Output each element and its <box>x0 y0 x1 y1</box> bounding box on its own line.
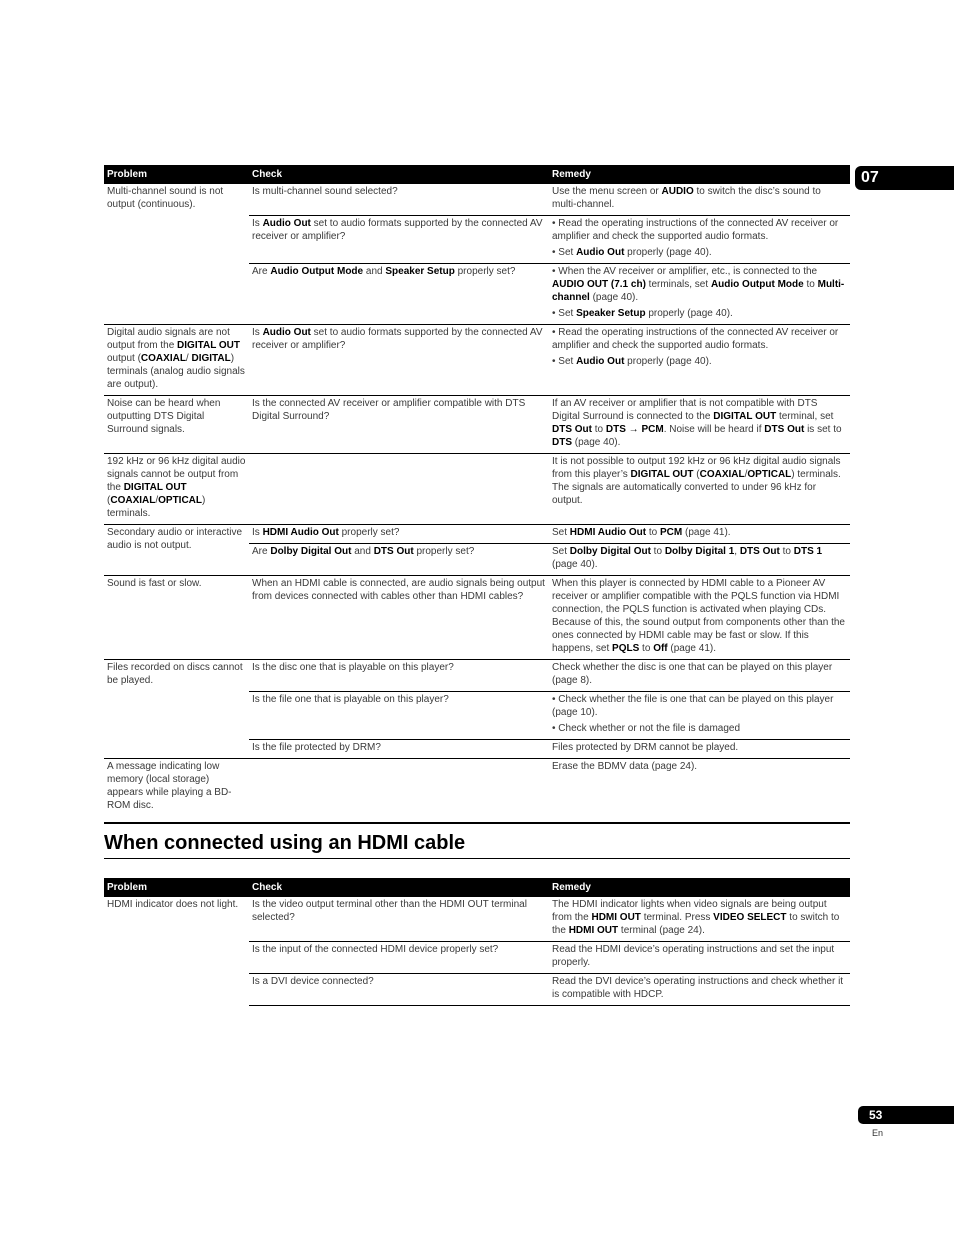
table-row <box>104 660 850 692</box>
remedy-cell <box>549 525 850 544</box>
check-cell <box>249 942 549 974</box>
bold-term: Audio Out <box>262 327 311 338</box>
header-check: Check <box>249 165 549 184</box>
header-remedy: Remedy <box>549 165 850 184</box>
text-segment: to switch to the <box>552 912 840 936</box>
remedy-cell <box>549 974 850 1006</box>
bold-term: PQLS <box>612 643 640 654</box>
text-segment: properly (page 40). <box>624 356 712 367</box>
text-segment: set to audio formats supported by the connected AV receiver or amplifier? <box>252 327 543 351</box>
check-cell <box>249 576 549 660</box>
text-segment: properly set? <box>338 527 400 538</box>
bold-term: DTS Out <box>764 424 805 435</box>
problem-cell <box>104 660 249 759</box>
text-segment: (page 40). <box>552 559 598 570</box>
text-segment: (page 41). <box>682 527 731 538</box>
check-cell <box>249 692 549 740</box>
language-label: En <box>872 1128 884 1138</box>
text-segment: Is <box>252 327 263 338</box>
text-segment: to <box>646 527 660 538</box>
remedy-cell <box>549 216 850 264</box>
bold-term: DTS Out <box>552 424 592 435</box>
text-segment: to <box>803 279 818 290</box>
bold-term: Speaker Setup <box>385 266 455 277</box>
check-cell <box>249 740 549 759</box>
text-segment: , <box>734 546 740 557</box>
bold-term: HDMI Audio Out <box>262 527 339 538</box>
text-segment: • Check whether or not the file is damaged <box>552 723 741 734</box>
text-segment: • Check whether the file is one that can be played on this player (page 10). <box>552 694 834 718</box>
bold-term: PCM <box>659 527 683 538</box>
check-cell <box>249 184 549 216</box>
bold-term: VIDEO SELECT <box>713 912 787 923</box>
bold-term: OPTICAL <box>158 495 203 506</box>
text-segment: A message indicating low memory (local storage) appears while playing a BD-ROM disc. <box>107 761 232 811</box>
text-segment: terminal. Press <box>640 912 714 923</box>
text-segment: properly (page 40). <box>645 308 733 319</box>
text-segment: When an HDMI cable is connected, are audio signals being output from devices connected with cables other than HDMI cables? <box>252 578 545 602</box>
check-cell <box>249 216 549 264</box>
check-cell <box>249 759 549 817</box>
text-segment: Files protected by DRM cannot be played. <box>552 742 739 753</box>
bold-term: DTS Out <box>739 546 780 557</box>
text-segment: (page 41). <box>667 643 717 654</box>
remedy-cell <box>549 897 850 942</box>
problem-cell <box>104 454 249 525</box>
header-problem: Problem <box>104 878 249 897</box>
text-segment: • Set <box>552 356 577 367</box>
check-cell <box>249 325 549 396</box>
remedy-cell <box>549 396 850 454</box>
bold-term: DTS → PCM <box>605 424 664 435</box>
bold-term: AUDIO <box>661 186 694 197</box>
bold-term: COAXIAL <box>699 469 745 480</box>
text-segment: Noise can be heard when outputting DTS Digital Surround signals. <box>107 398 221 435</box>
bold-term: DTS 1 <box>793 546 823 557</box>
text-segment: The HDMI indicator lights when video signals are being output from the <box>552 899 827 923</box>
text-segment: Is the input of the connected HDMI device properly set? <box>252 944 499 955</box>
table-row <box>104 184 850 216</box>
bold-term: DIGITAL OUT <box>177 340 241 351</box>
problem-cell <box>104 396 249 454</box>
text-segment: to <box>592 424 606 435</box>
text-segment: It is not possible to output 192 kHz or 96 kHz digital audio signals from this player’s <box>552 456 841 480</box>
problem-cell <box>104 897 249 1006</box>
remedy-cell <box>549 660 850 692</box>
header-problem: Problem <box>104 165 249 184</box>
remedy-cell <box>549 264 850 325</box>
text-segment: HDMI indicator does not light. <box>107 899 239 910</box>
text-segment: Use the menu screen or <box>552 186 662 197</box>
remedy-cell <box>549 740 850 759</box>
text-segment: Set <box>552 527 570 538</box>
text-segment: (page 40). <box>572 437 621 448</box>
problem-cell <box>104 525 249 576</box>
text-segment: terminal (page 24). <box>618 925 705 936</box>
bold-term: COAXIAL <box>140 353 186 364</box>
text-segment: to <box>639 643 654 654</box>
text-segment: • Read the operating instructions of the connected AV receiver or amplifier and check the supported audio formats. <box>552 327 839 351</box>
text-segment: ( <box>107 495 111 506</box>
text-segment: is set to <box>804 424 842 435</box>
text-segment: • Set <box>552 308 577 319</box>
text-segment: terminals, set <box>645 279 711 290</box>
text-segment: to switch the disc’s sound to multi-channel. <box>552 186 821 210</box>
text-segment: (page 40). <box>589 292 639 303</box>
text-segment: Secondary audio or interactive audio is not output. <box>107 527 243 551</box>
remedy-cell <box>549 454 850 525</box>
text-segment: If an AV receiver or amplifier that is not compatible with DTS Digital Surround is connected to the <box>552 398 818 422</box>
table-row <box>104 325 850 396</box>
table-row <box>104 576 850 660</box>
text-segment: . Noise will be heard if <box>663 424 765 435</box>
text-segment: ) terminals. <box>107 495 206 519</box>
page-number: 53 <box>858 1106 954 1124</box>
check-cell <box>249 454 549 525</box>
text-segment: Erase the BDMV data (page 24). <box>552 761 698 772</box>
text-segment: Read the DVI device’s operating instructions and check whether it is compatible with HDCP. <box>552 976 844 1000</box>
text-segment: When this player is connected by HDMI cable to a Pioneer AV receiver or amplifier compatible with the PQLS function via HDMI connection, the PQLS function is activated when playing CDs. Because of this, the sound output from components other than the ones connected by HDMI cable may be fast or slow. If this happens, set <box>552 578 845 654</box>
remedy-cell <box>549 942 850 974</box>
bold-term: Speaker Setup <box>576 308 646 319</box>
remedy-cell <box>549 576 850 660</box>
bold-term: Multi-channel <box>552 279 845 303</box>
problem-cell <box>104 576 249 660</box>
text-segment: properly (page 40). <box>624 247 712 258</box>
table-header-row <box>104 878 850 897</box>
bold-term: HDMI OUT <box>568 925 619 936</box>
check-cell <box>249 264 549 325</box>
check-cell <box>249 660 549 692</box>
problem-cell <box>104 325 249 396</box>
bold-term: AUDIO OUT (7.1 ch) <box>552 279 646 290</box>
bold-term: Dolby Digital Out <box>270 546 352 557</box>
chapter-tab: 07 <box>855 166 954 190</box>
troubleshooting-table-hdmi <box>104 878 850 1006</box>
text-segment: properly set? <box>413 546 475 557</box>
bold-term: Off <box>653 643 668 654</box>
table-row <box>104 454 850 525</box>
text-segment: ) terminals (analog audio signals are output). <box>107 353 245 390</box>
text-segment: Is <box>252 527 263 538</box>
text-segment: 192 kHz or 96 kHz digital audio signals cannot be output from the <box>107 456 246 493</box>
text-segment: Sound is fast or slow. <box>107 578 202 589</box>
remedy-cell <box>549 184 850 216</box>
text-segment: • Set <box>552 247 577 258</box>
text-segment: Read the HDMI device’s operating instructions and set the input properly. <box>552 944 835 968</box>
text-segment: ) terminals. The signals are automatically converted to under 96 kHz for output. <box>552 469 841 506</box>
text-segment: Are <box>252 266 271 277</box>
text-segment: output ( <box>107 353 141 364</box>
bold-term: Dolby Digital 1 <box>664 546 735 557</box>
section-rule-top <box>104 822 850 824</box>
text-segment: Digital audio signals are not output from the <box>107 327 230 351</box>
remedy-cell <box>549 544 850 576</box>
table-row <box>104 396 850 454</box>
bold-term: DIGITAL OUT <box>630 469 694 480</box>
text-segment: Is <box>252 218 263 229</box>
text-segment: / <box>185 353 192 364</box>
text-segment: Is a DVI device connected? <box>252 976 374 987</box>
header-check: Check <box>249 878 549 897</box>
text-segment: Is the connected AV receiver or amplifier compatible with DTS Digital Surround? <box>252 398 526 422</box>
table-row <box>104 759 850 817</box>
text-segment: set to audio formats supported by the connected AV receiver or amplifier? <box>252 218 543 242</box>
header-remedy: Remedy <box>549 878 850 897</box>
text-segment: Is the disc one that is playable on this player? <box>252 662 454 673</box>
bold-term: Audio Out <box>262 218 311 229</box>
text-segment: to <box>650 546 665 557</box>
section-rule-bottom <box>104 858 850 859</box>
bold-term: Audio Out <box>576 356 625 367</box>
check-cell <box>249 396 549 454</box>
text-segment: ( <box>693 469 700 480</box>
bold-term: Audio Output Mode <box>270 266 364 277</box>
bold-term: Audio Out <box>576 247 625 258</box>
text-segment: Is multi-channel sound selected? <box>252 186 398 197</box>
check-cell <box>249 897 549 942</box>
text-segment: / <box>744 469 748 480</box>
table-row <box>104 525 850 544</box>
section-title: When connected using an HDMI cable <box>104 832 466 854</box>
text-segment: Files recorded on discs cannot be played. <box>107 662 243 686</box>
bold-term: DIGITAL OUT <box>713 411 777 422</box>
check-cell <box>249 974 549 1006</box>
text-segment: Are <box>252 546 271 557</box>
text-segment: Is the file protected by DRM? <box>252 742 381 753</box>
text-segment: Check whether the disc is one that can be played on this player (page 8). <box>552 662 833 686</box>
bold-term: DTS Out <box>373 546 414 557</box>
bold-term: HDMI OUT <box>591 912 641 923</box>
text-segment: • When the AV receiver or amplifier, etc., is connected to the <box>552 266 818 277</box>
text-segment: • Read the operating instructions of the connected AV receiver or amplifier and check the supported audio formats. <box>552 218 839 242</box>
text-segment: Is the file one that is playable on this player? <box>252 694 449 705</box>
bold-term: DTS <box>552 437 572 448</box>
bold-term: DIGITAL <box>191 353 231 364</box>
text-segment: terminal, set <box>776 411 834 422</box>
text-segment: and <box>363 266 386 277</box>
text-segment: and <box>351 546 374 557</box>
text-segment: Set <box>552 546 570 557</box>
table-row <box>104 897 850 942</box>
text-segment: Is the video output terminal other than the HDMI OUT terminal selected? <box>252 899 527 923</box>
bold-term: Audio Output Mode <box>710 279 804 290</box>
check-cell <box>249 525 549 544</box>
remedy-cell <box>549 692 850 740</box>
problem-cell <box>104 184 249 325</box>
check-cell <box>249 544 549 576</box>
troubleshooting-table-audio <box>104 165 850 816</box>
remedy-cell <box>549 759 850 817</box>
bold-term: COAXIAL <box>110 495 156 506</box>
bold-term: Dolby Digital Out <box>569 546 651 557</box>
text-segment: to <box>779 546 794 557</box>
bold-term: OPTICAL <box>747 469 792 480</box>
bold-term: HDMI Audio Out <box>569 527 647 538</box>
table-header-row <box>104 165 850 184</box>
text-segment: Multi-channel sound is not output (continuous). <box>107 186 224 210</box>
bold-term: DIGITAL OUT <box>123 482 187 493</box>
text-segment: / <box>155 495 159 506</box>
remedy-cell <box>549 325 850 396</box>
text-segment: properly set? <box>454 266 516 277</box>
problem-cell <box>104 759 249 817</box>
